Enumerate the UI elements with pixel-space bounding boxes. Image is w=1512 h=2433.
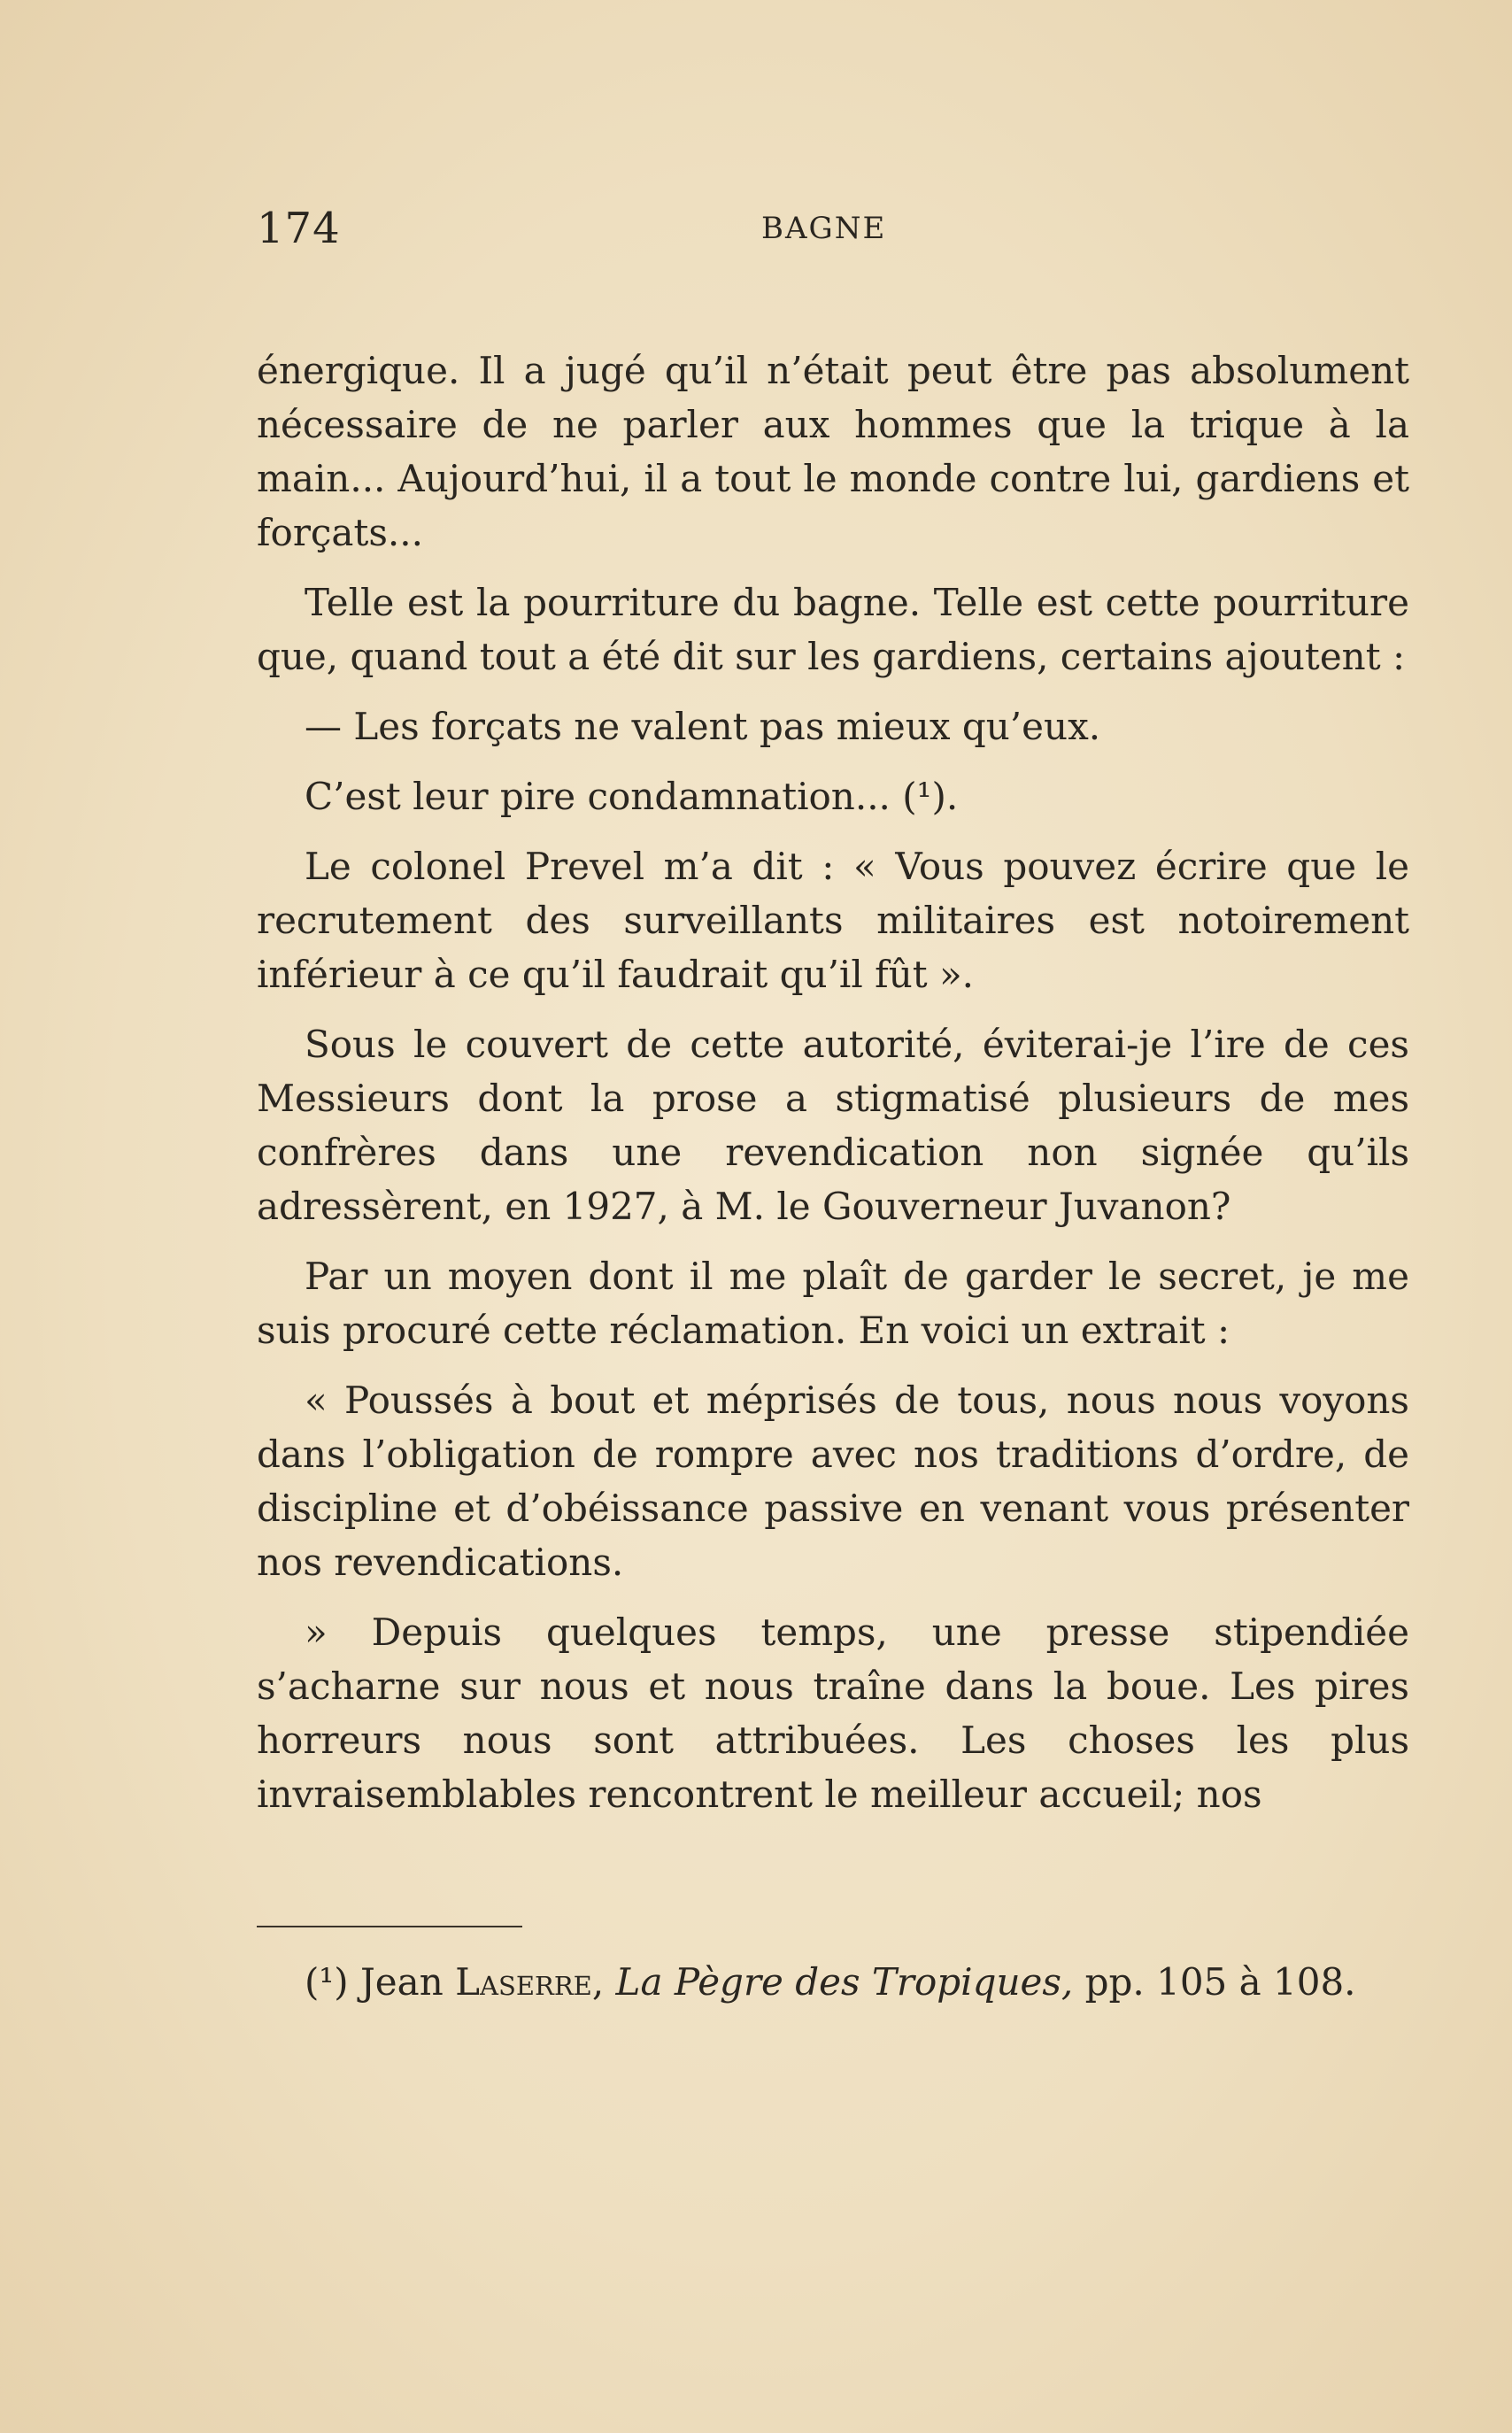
- footnote-author-first: Jean: [359, 1960, 444, 2004]
- paragraph: C’est leur pire condamnation... (¹).: [305, 775, 959, 818]
- footnote-divider: [257, 1926, 522, 1927]
- page-number: 174: [257, 204, 341, 253]
- footnote-marker: (¹): [305, 1960, 349, 2004]
- paragraph: Par un moyen dont il me plaît de garder le secret, je me suis procuré cette réclamation. En voici un extrait :: [257, 1255, 1409, 1352]
- paragraph: Telle est la pourriture du bagne. Telle est cette pourriture que, quand tout a été dit sur les gardiens, certains ajoutent :: [257, 581, 1409, 678]
- footnote: [257, 1956, 1409, 2009]
- paragraph: Le colonel Prevel m’a dit : « Vous pouvez écrire que le recrutement des surveillants militaires est notoirement inférieur à ce qu’il faudrait qu’il fût ».: [257, 845, 1409, 996]
- running-title: BAGNE: [761, 211, 887, 246]
- footnote-author-last: Laserre,: [455, 1960, 605, 2004]
- footnote-pages: pp. 105 à 108.: [1084, 1960, 1356, 2004]
- paragraph: Sous le couvert de cette autorité, éviterai-je l’ire de ces Messieurs dont la prose a stigmatisé plusieurs de mes confrères dans une revendication non signée qu’ils adressèrent, en 1927, à M. le Gouverneur Juvanon?: [257, 1023, 1409, 1228]
- footnote-title: La Pègre des Tropiques,: [615, 1960, 1074, 2004]
- body-text: [257, 344, 1409, 1821]
- quote-paragraph: « Poussés à bout et méprisés de tous, nous nous voyons dans l’obligation de rompre avec nos traditions d’ordre, de discipline et d’obéissance passive en venant vous présenter nos revendications.: [257, 1379, 1409, 1584]
- paragraph: — Les forçats ne valent pas mieux qu’eux.: [305, 705, 1101, 748]
- quote-paragraph: » Depuis quelques temps, une presse stipendiée s’acharne sur nous et nous traîne dans la boue. Les pires horreurs nous sont attribuées. Les choses les plus invraisemblables rencontrent le meilleur accueil; nos: [257, 1610, 1409, 1816]
- book-page: [257, 204, 1409, 2009]
- page-header: [257, 204, 1409, 274]
- paragraph: énergique. Il a jugé qu’il n’était peut être pas absolument nécessaire de ne parler aux hommes que la trique à la main... Aujourd’hui, il a tout le monde contre lui, gardiens et forçats...: [257, 349, 1409, 554]
